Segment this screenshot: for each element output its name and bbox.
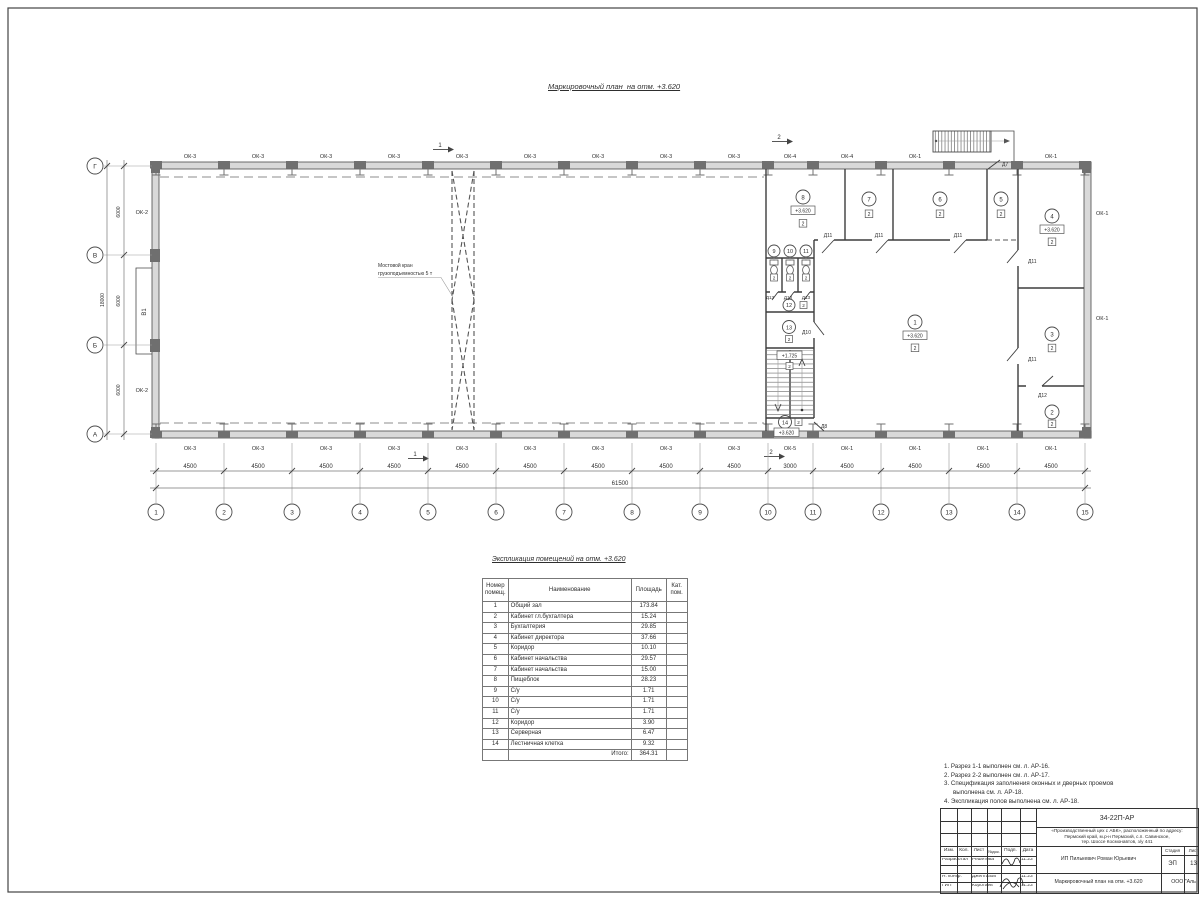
dim-label: 4500 (727, 464, 741, 470)
toilet-fixtures (770, 260, 810, 274)
signature-icon (1000, 854, 1022, 867)
svg-text:11: 11 (803, 249, 809, 256)
svg-text:9: 9 (698, 509, 702, 517)
svg-text:+3.620: +3.620 (795, 208, 811, 215)
note-item: 3. Спецификация заполнения оконных и дверных проемов выполнена см. л. АР-18. (944, 780, 1114, 797)
svg-text:12: 12 (785, 303, 793, 310)
note-item: 4. Экспликация полов выполнена см. л. АР-18. (944, 797, 1079, 805)
column-symbols (150, 161, 1091, 438)
svg-text:13: 13 (945, 509, 953, 517)
col-header-area: Площадь (631, 579, 666, 602)
door-label: Д13 (801, 295, 811, 300)
svg-text:8: 8 (630, 509, 634, 517)
window-label: ОК-3 (251, 154, 265, 160)
dimensions-left (87, 158, 152, 442)
role-label: ГИП (942, 884, 952, 888)
svg-text:2: 2 (772, 275, 776, 281)
svg-text:9: 9 (772, 249, 776, 256)
window-label: ОК-3 (319, 154, 333, 160)
room-tag-4 (1040, 209, 1064, 246)
gate-label: В1 (142, 308, 148, 316)
table-row: 7 Кабинет начальства 15.00 (483, 665, 688, 676)
note-item: 2. Разрез 2-2 выполнен см. л. АР-17. (944, 771, 1050, 779)
table-total-row (483, 750, 688, 761)
role-label: Н. контр. (942, 875, 962, 879)
col-kol: Кол. (959, 848, 969, 854)
window-label: ОК-3 (183, 446, 197, 452)
window-label: ОК-3 (659, 154, 673, 160)
room-tag-13 (783, 321, 796, 343)
person-name: Джелтазов (972, 875, 996, 879)
window-label: ОК-3 (455, 446, 469, 452)
window-label: ОК-1 (908, 446, 922, 452)
dim-label: 4500 (251, 464, 265, 470)
svg-text:5: 5 (999, 197, 1003, 204)
svg-text:15: 15 (1081, 509, 1089, 517)
window-label: ОК-3 (251, 446, 265, 452)
door-label: Д11 (1028, 357, 1037, 363)
window-label: ОК-3 (591, 154, 605, 160)
crane-note (378, 262, 453, 297)
person-name: Коротаев (972, 884, 993, 888)
svg-text:2: 2 (1050, 346, 1054, 353)
svg-text:А: А (92, 431, 98, 439)
section-mark-2: 2 (777, 135, 781, 141)
col-data: Дата (1022, 848, 1034, 854)
section-marks (408, 135, 793, 462)
svg-text:3: 3 (1050, 332, 1054, 339)
bottom-window-labels (184, 446, 1057, 452)
svg-text:4: 4 (1050, 214, 1054, 221)
project-description: «Производственный цех с АБК», расположенный по адресу: Пермский край, м.р-н Пермский, с.п. Савинское, тер. Шоссе Космонавтов, з/у 441 (1051, 828, 1183, 845)
plan-title: Маркировочный план на отм. +3.620 (548, 82, 681, 91)
room-tag-5 (994, 192, 1008, 218)
window-label: ОК-2 (135, 388, 148, 394)
explication-title: Экспликация помещений на отм. +3.620 (492, 556, 626, 563)
window-label: ОК-3 (727, 446, 741, 452)
table-row: 8 Пищеблок 28.23 (483, 676, 688, 687)
room-tag-8 (791, 190, 815, 227)
svg-text:11: 11 (809, 509, 817, 517)
col-header-cat: Кат. пом. (666, 579, 687, 602)
svg-text:10: 10 (764, 509, 772, 517)
dim-label: 3000 (783, 464, 797, 470)
window-label: ОК-1 (976, 446, 990, 452)
dim-total-label: 61500 (611, 481, 629, 487)
door-label: Д7 (1002, 162, 1009, 168)
door-label: Д13 (783, 295, 793, 300)
dim-label: 4500 (591, 464, 605, 470)
svg-text:2: 2 (867, 211, 871, 218)
gate-v1 (136, 268, 152, 354)
table-row: 1 Общий зал 173.84 (483, 602, 688, 613)
dim-total-label: 18000 (100, 293, 106, 307)
table-row: 2 Кабинет гл.бухгалтера 15.24 (483, 612, 688, 623)
svg-text:5: 5 (426, 509, 430, 517)
door-label: Д11 (874, 233, 884, 239)
table-row: 10 С/у 1.71 (483, 697, 688, 708)
svg-text:+3.620: +3.620 (907, 333, 923, 340)
table-row: 12 Коридор 3.90 (483, 718, 688, 729)
svg-text:13: 13 (785, 325, 793, 332)
svg-text:2: 2 (787, 337, 791, 343)
total-label: Итого: (508, 750, 631, 761)
window-label: ОК-3 (523, 154, 537, 160)
svg-text:14: 14 (1013, 509, 1021, 517)
table-row: 9 С/у 1.71 (483, 686, 688, 697)
dim-label: 4500 (840, 464, 854, 470)
svg-text:12: 12 (877, 509, 885, 517)
svg-text:2: 2 (802, 303, 805, 309)
svg-text:7: 7 (867, 197, 871, 204)
svg-text:2: 2 (938, 211, 942, 218)
table-row: 11 С/у 1.71 (483, 707, 688, 718)
person-name: Решетова (972, 858, 994, 862)
svg-text:Г: Г (93, 163, 97, 171)
svg-text:2: 2 (801, 221, 805, 228)
total-value: 364.31 (631, 750, 666, 761)
svg-text:2: 2 (804, 275, 808, 281)
dim-label: 4500 (523, 464, 537, 470)
svg-text:10: 10 (786, 249, 794, 256)
window-label: ОК-1 (1096, 211, 1109, 217)
svg-text:6: 6 (494, 509, 498, 517)
window-label: ОК-1 (908, 154, 922, 160)
grid-bubbles-bottom (148, 504, 1093, 520)
dim-label: 4500 (183, 464, 197, 470)
col-header-num: Номер помещ. (483, 579, 509, 602)
svg-text:3: 3 (290, 509, 294, 517)
dim-label: 4500 (319, 464, 333, 470)
crane-note-line1: Мостовой кран (378, 263, 413, 269)
client-name: ИП Пилькевич Роман Юрьевич (1060, 855, 1137, 862)
window-label: ОК-3 (659, 446, 673, 452)
date-value: 11.23 (1021, 875, 1033, 879)
svg-text:2: 2 (797, 420, 800, 426)
dim-label: 4500 (908, 464, 922, 470)
svg-text:+1.725: +1.725 (781, 353, 798, 360)
section-mark-2: 2 (769, 450, 773, 456)
crane-rails (160, 171, 764, 430)
col-izm: Изм. (943, 848, 955, 854)
dim-label: 4500 (659, 464, 673, 470)
room-tag-7 (862, 192, 876, 218)
door-label: Д10 (802, 330, 811, 336)
room-tag-2 (1045, 405, 1059, 428)
window-label: ОК-4 (840, 154, 854, 160)
col-ndoc: №док. (988, 848, 1000, 854)
table-row: 6 Кабинет начальства 29.57 (483, 654, 688, 665)
window-label: ОК-3 (319, 446, 333, 452)
table-row: 4 Кабинет директора 37.66 (483, 633, 688, 644)
svg-text:2: 2 (1050, 239, 1054, 246)
svg-text:7: 7 (562, 509, 566, 517)
table-row: 5 Коридор 10.10 (483, 644, 688, 655)
window-label: ОК-3 (523, 446, 537, 452)
section-mark-1: 1 (438, 143, 442, 149)
table-header-row (483, 579, 688, 602)
dim-label: 4500 (387, 464, 401, 470)
svg-text:2: 2 (1050, 421, 1054, 428)
window-label: ОК-1 (1096, 316, 1109, 322)
signature-icon (997, 871, 1025, 892)
svg-text:В: В (92, 252, 98, 260)
door-label: Д11 (1028, 259, 1037, 265)
col-header-name: Наименование (508, 579, 631, 602)
stage-label: Стадия (1165, 847, 1180, 853)
window-label: ОК-3 (183, 154, 197, 160)
col-list: Лист (973, 848, 985, 854)
svg-text:6: 6 (938, 197, 942, 204)
svg-text:2: 2 (913, 345, 917, 352)
table-row: 3 Бухгалтерия 29.85 (483, 623, 688, 634)
window-label: ОК-1 (840, 446, 854, 452)
svg-text:+3.620: +3.620 (1044, 227, 1060, 234)
col-podp: Подп. (1004, 848, 1017, 854)
window-label: ОК-4 (783, 154, 797, 160)
dim-label: 6000 (116, 384, 122, 396)
role-label: Разработал (942, 858, 969, 862)
date-value: 11.23 (1021, 884, 1033, 888)
svg-text:1: 1 (154, 509, 158, 517)
dimensions-bottom (148, 443, 1093, 520)
window-label: ОК-5 (783, 446, 797, 452)
dim-label: 6000 (116, 295, 122, 307)
window-label: ОК-3 (387, 446, 401, 452)
window-label: ОК-3 (387, 154, 401, 160)
svg-text:2: 2 (788, 275, 792, 281)
notes-list (944, 763, 1122, 806)
date-value: 11.23 (1021, 858, 1033, 862)
section-mark-1: 1 (413, 452, 417, 458)
door-label: Д11 (823, 233, 833, 239)
crane-note-line2: грузоподъемностью 5 т (378, 271, 433, 277)
window-label: ОК-1 (1044, 154, 1058, 160)
organization-name: ООО "Аль (1171, 879, 1196, 886)
room-tag-3 (1045, 327, 1059, 352)
sheet-number: 13 (1190, 861, 1197, 867)
svg-text:2: 2 (222, 509, 226, 517)
doc-code: 34-22П-АР (1099, 814, 1135, 822)
svg-text:14: 14 (781, 420, 789, 427)
doc-title: Маркировочный план на отм. +3.620 (1054, 879, 1143, 886)
top-window-labels (184, 154, 1057, 160)
door-label: Д8 (821, 424, 828, 430)
window-label: ОК-3 (455, 154, 469, 160)
svg-text:4: 4 (358, 509, 362, 517)
svg-text:Б: Б (92, 342, 98, 350)
titleblock (940, 808, 1199, 894)
window-label: ОК-3 (727, 154, 741, 160)
svg-text:8: 8 (801, 195, 805, 202)
door-label: Д11 (953, 233, 963, 239)
room-tag-1 (903, 315, 927, 352)
window-label: ОК-2 (135, 210, 148, 216)
svg-text:2: 2 (1050, 410, 1054, 417)
dim-label: 4500 (455, 464, 469, 470)
svg-text:1: 1 (913, 320, 917, 327)
dim-label: 6000 (116, 206, 122, 218)
dim-label: 4500 (1044, 464, 1058, 470)
note-item: 1. Разрез 1-1 выполнен см. л. АР-16. (944, 763, 1050, 770)
explication-table (482, 578, 688, 761)
table-row: 13 Серверная 6.47 (483, 729, 688, 740)
door-label: Д12 (1038, 393, 1047, 399)
room-tag-12 (783, 299, 807, 311)
svg-text:2: 2 (999, 211, 1003, 218)
door-label: Д13 (765, 295, 775, 300)
stage-value: ЭП (1168, 861, 1177, 867)
dim-label: 4500 (976, 464, 990, 470)
window-label: ОК-1 (1044, 446, 1058, 452)
room-tag-6 (933, 192, 947, 218)
window-label: ОК-3 (591, 446, 605, 452)
exterior-walls (150, 162, 1091, 438)
sheet-label: Лист (1188, 847, 1199, 853)
svg-text:2: 2 (788, 364, 791, 370)
svg-text:+3.620: +3.620 (778, 430, 795, 437)
table-row: 14 Лестничная клетка 9.32 (483, 739, 688, 750)
